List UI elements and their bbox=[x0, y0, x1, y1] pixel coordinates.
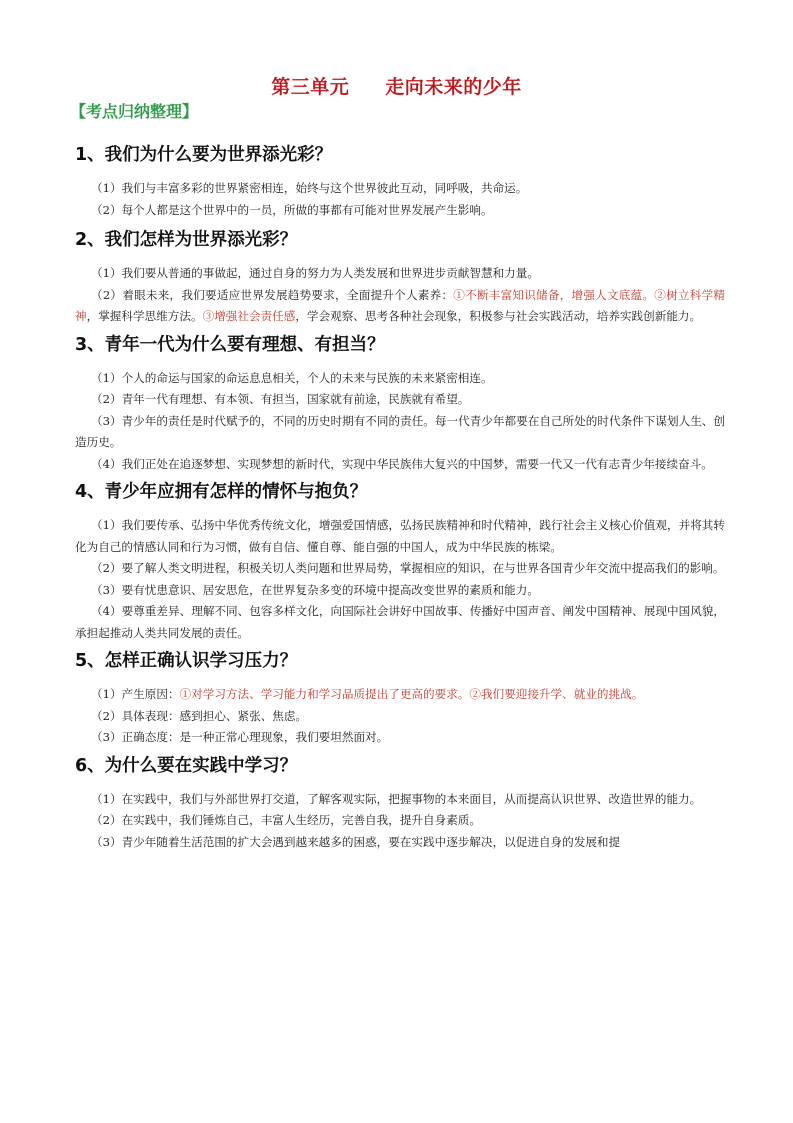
section-4 bbox=[75, 477, 725, 644]
text-run: （1）产生原因： bbox=[91, 687, 180, 701]
unit-label: 第三单元 bbox=[271, 76, 350, 98]
section-heading: 1、我们为什么要为世界添光彩？ bbox=[75, 145, 333, 165]
paragraph: （4）我们正处在追逐梦想、实现梦想的新时代，实现中华民族伟大复兴的中国梦，需要一代又一代有志青少年接续奋斗。 bbox=[91, 456, 713, 471]
paragraph: （4）要尊重差异、理解不同、包容多样文化，向国际社会讲好中国故事、传播好中国声音、阐发中国精神、展现中国风貌，承担起推动人类共同发展的责任。 bbox=[75, 604, 725, 640]
section-6 bbox=[75, 751, 725, 854]
unit-name: 走向未来的少年 bbox=[385, 76, 522, 98]
section-heading: 4、青少年应拥有怎样的情怀与抱负？ bbox=[75, 482, 368, 502]
section-2 bbox=[75, 225, 725, 328]
page-title bbox=[0, 72, 793, 99]
paragraph: （3）正确态度：是一种正常心理现象，我们要坦然面对。 bbox=[91, 730, 389, 744]
section-heading: 3、青年一代为什么要有理想、有担当？ bbox=[75, 334, 385, 355]
content bbox=[75, 140, 725, 855]
section-heading: 5、怎样正确认识学习压力？ bbox=[75, 651, 298, 671]
section-5 bbox=[75, 646, 725, 749]
section-3 bbox=[75, 330, 725, 476]
text-run: （2）着眼未来，我们要适应世界发展趋势要求，全面提升个人素养： bbox=[91, 287, 454, 302]
paragraph: （3）青少年的责任是时代赋予的，不同的历史时期有不同的责任。每一代青少年都要在自己所处的时代条件下谋划人生、创造历史。 bbox=[75, 413, 725, 449]
paragraph: （1）个人的命运与国家的命运息息相关，个人的未来与民族的未来紧密相连。 bbox=[91, 370, 493, 385]
highlight-run: ①不断丰富知识储备，增强人文底蕴。②树立科学精神 bbox=[75, 287, 725, 323]
paragraph: （1）我们与丰富多彩的世界紧密相连，始终与这个世界彼此互动，同呼吸，共命运。 bbox=[91, 181, 528, 195]
section-heading: 6、为什么要在实践中学习？ bbox=[75, 755, 298, 776]
paragraph: （2）在实践中，我们锤炼自己，丰富人生经历，完善自我，提升自身素质。 bbox=[91, 813, 481, 827]
section-banner: 【考点归纳整理】 bbox=[70, 102, 199, 121]
text-run: ，掌握科学思维方法。 bbox=[86, 309, 203, 323]
paragraph: （1）我们要从普通的事做起，通过自身的努力为人类发展和世界进步贡献智慧和力量。 bbox=[91, 266, 539, 280]
paragraph: （1）在实践中，我们与外部世界打交道，了解客观实际，把握事物的本来面目，从而提高认识世界、改造世界的能力。 bbox=[91, 791, 702, 806]
highlight-run: ①对学习方法、学习能力和学习品质提出了更高的要求。②我们要迎接升学、就业的挑战。 bbox=[179, 687, 644, 701]
paragraph: （1）我们要传承、弘扬中华优秀传统文化，增强爱国情感，弘扬民族精神和时代精神，践行社会主义核心价值观，并将其转化为自己的情感认同和行为习惯，做有自信、懂自尊、能自强的中国人，成为中华民族的栋梁。 bbox=[75, 518, 725, 554]
paragraph: （2）具体表现：感到担心、紧张、焦虑。 bbox=[91, 708, 308, 723]
text-run: ，学会观察、思考各种社会现象，积极参与社会实践活动，培养实践创新能力。 bbox=[295, 309, 702, 323]
paragraph bbox=[75, 684, 725, 706]
paragraph: （2）每个人都是这个世界中的一员，所做的事都有可能对世界发展产生影响。 bbox=[91, 202, 493, 217]
paragraph: （3）要有忧患意识、居安思危，在世界复杂多变的环境中提高改变世界的素质和能力。 bbox=[91, 582, 539, 597]
section-heading: 2、我们怎样为世界添光彩？ bbox=[75, 230, 298, 250]
paragraph: （3）青少年随着生活范围的扩大会遇到越来越多的困惑，要在实践中逐步解决，以促进自身的发展和提 bbox=[91, 834, 621, 849]
paragraph: （2）要了解人类文明进程，积极关切人类问题和世界局势，掌握相应的知识，在与世界各国青少年交流中提高我们的影响。 bbox=[91, 561, 725, 575]
paragraph: （2）青年一代有理想、有本领、有担当，国家就有前途，民族就有希望。 bbox=[91, 392, 470, 406]
highlight-run: ③增强社会责任感 bbox=[202, 309, 296, 323]
paragraph bbox=[75, 285, 725, 328]
section-1 bbox=[75, 140, 725, 221]
